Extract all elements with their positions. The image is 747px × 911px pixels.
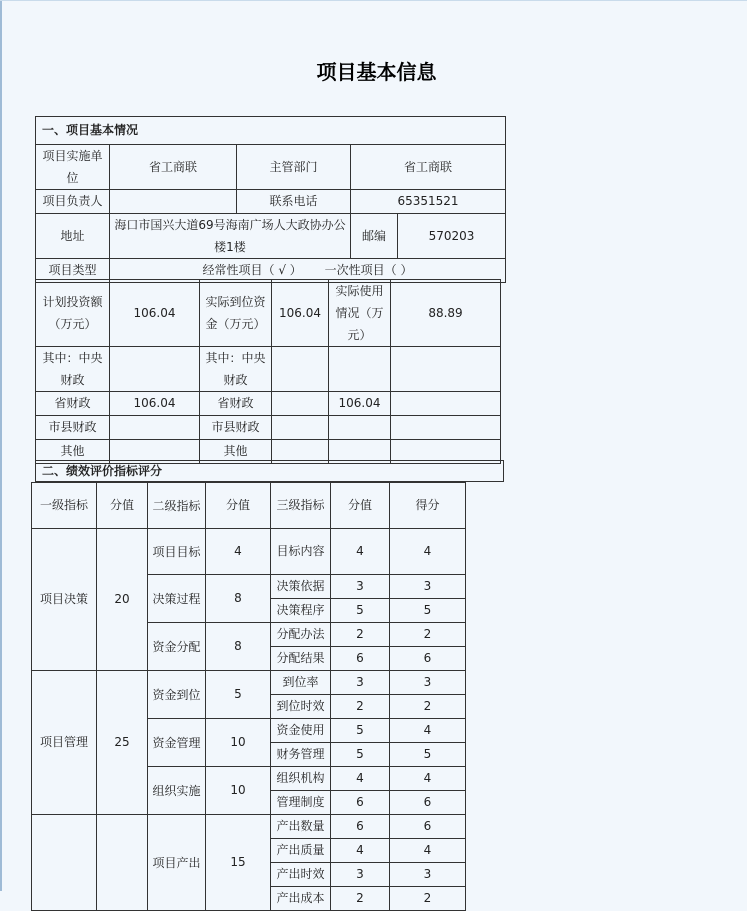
level3-indicator: 目标内容	[271, 529, 331, 575]
phone-label: 联系电话	[237, 190, 351, 214]
level3-indicator: 分配结果	[271, 647, 331, 671]
level3-indicator: 管理制度	[271, 791, 331, 815]
score-result: 2	[390, 623, 466, 647]
funds-row-value	[329, 347, 391, 392]
funds-row-label: 其中：中央财政	[200, 347, 272, 392]
level1-indicator	[32, 815, 97, 911]
score-result: 4	[390, 839, 466, 863]
dept-label: 主管部门	[237, 145, 351, 190]
used-funds-label: 实际使用情况（万元）	[329, 280, 391, 347]
level3-score: 5	[331, 743, 390, 767]
scoring-table	[31, 482, 466, 911]
section-heading-basic: 一、项目基本情况	[36, 117, 506, 145]
funds-row-value	[329, 416, 391, 440]
level2-score: 10	[206, 719, 271, 767]
funds-row-value: 106.04	[110, 392, 200, 416]
arrived-funds-label: 实际到位资金（万元）	[200, 280, 272, 347]
zip-value: 570203	[398, 214, 506, 259]
score-result: 3	[390, 671, 466, 695]
score-result: 2	[390, 887, 466, 911]
window-left-border	[0, 0, 2, 891]
phone-value: 65351521	[351, 190, 506, 214]
funds-row-value	[272, 416, 329, 440]
zip-label: 邮编	[351, 214, 398, 259]
score-result: 6	[390, 791, 466, 815]
funds-row-label: 省财政	[36, 392, 110, 416]
level3-indicator: 资金使用	[271, 719, 331, 743]
level3-score: 2	[331, 887, 390, 911]
score-result: 6	[390, 647, 466, 671]
level3-indicator: 组织机构	[271, 767, 331, 791]
funds-row-value	[110, 416, 200, 440]
funds-row-value	[110, 347, 200, 392]
address-label: 地址	[36, 214, 110, 259]
level3-score: 3	[331, 575, 390, 599]
level2-indicator: 决策过程	[148, 575, 206, 623]
level3-score: 4	[331, 529, 390, 575]
col-header: 三级指标	[271, 483, 331, 529]
plan-invest-label: 计划投资额（万元）	[36, 280, 110, 347]
level3-indicator: 决策程序	[271, 599, 331, 623]
score-result: 2	[390, 695, 466, 719]
level2-score: 4	[206, 529, 271, 575]
col-header: 分值	[97, 483, 148, 529]
level2-score: 15	[206, 815, 271, 911]
level3-indicator: 财务管理	[271, 743, 331, 767]
level3-indicator: 产出质量	[271, 839, 331, 863]
level1-score	[97, 815, 148, 911]
score-result: 4	[390, 719, 466, 743]
page-title: 项目基本信息	[316, 60, 437, 84]
level3-score: 3	[331, 863, 390, 887]
used-funds-value: 88.89	[391, 280, 501, 347]
col-header: 得分	[390, 483, 466, 529]
level3-score: 4	[331, 767, 390, 791]
level3-indicator: 到位率	[271, 671, 331, 695]
col-header: 分值	[331, 483, 390, 529]
level2-indicator: 项目目标	[148, 529, 206, 575]
funds-row-label: 其中：中央财政	[36, 347, 110, 392]
project-type-value: 经常性项目（ √ ） 一次性项目（ ）	[110, 259, 506, 283]
col-header: 一级指标	[32, 483, 97, 529]
owner-label: 项目负责人	[36, 190, 110, 214]
funds-row-value	[272, 347, 329, 392]
funds-row-empty	[391, 347, 501, 392]
arrived-funds-value: 106.04	[272, 280, 329, 347]
level3-score: 6	[331, 791, 390, 815]
score-result: 3	[390, 575, 466, 599]
funds-row-label: 市县财政	[36, 416, 110, 440]
level2-indicator: 项目产出	[148, 815, 206, 911]
window-top-border	[0, 0, 747, 1]
score-result: 3	[390, 863, 466, 887]
level2-score: 5	[206, 671, 271, 719]
level3-indicator: 分配办法	[271, 623, 331, 647]
funds-row-label: 市县财政	[200, 416, 272, 440]
funds-row-label: 其他	[36, 440, 110, 464]
funds-table	[35, 279, 501, 464]
level2-indicator: 资金分配	[148, 623, 206, 671]
score-result: 5	[390, 743, 466, 767]
funds-row-empty	[391, 416, 501, 440]
level3-score: 4	[331, 839, 390, 863]
level3-score: 2	[331, 695, 390, 719]
owner-value	[110, 190, 237, 214]
address-value: 海口市国兴大道69号海南广场人大政协办公楼1楼	[110, 214, 351, 259]
level3-indicator: 产出时效	[271, 863, 331, 887]
level1-score: 25	[97, 671, 148, 815]
level2-score: 10	[206, 767, 271, 815]
funds-row-value: 106.04	[329, 392, 391, 416]
level1-indicator: 项目管理	[32, 671, 97, 815]
funds-row-value	[272, 392, 329, 416]
level3-indicator: 到位时效	[271, 695, 331, 719]
score-result: 4	[390, 529, 466, 575]
project-type-label: 项目类型	[36, 259, 110, 283]
level2-indicator: 资金到位	[148, 671, 206, 719]
score-result: 6	[390, 815, 466, 839]
level1-indicator: 项目决策	[32, 529, 97, 671]
level3-score: 6	[331, 647, 390, 671]
impl-unit-label: 项目实施单位	[36, 145, 110, 190]
basic-info-table	[35, 116, 506, 283]
level3-score: 3	[331, 671, 390, 695]
col-header: 二级指标	[148, 483, 206, 529]
level1-score: 20	[97, 529, 148, 671]
funds-row-label: 其他	[200, 440, 272, 464]
score-result: 4	[390, 767, 466, 791]
impl-unit-value: 省工商联	[110, 145, 237, 190]
funds-row-label: 省财政	[200, 392, 272, 416]
level3-indicator: 产出成本	[271, 887, 331, 911]
level2-indicator: 资金管理	[148, 719, 206, 767]
dept-value: 省工商联	[351, 145, 506, 190]
section-heading-scoring: 二、绩效评价指标评分	[35, 460, 504, 482]
level3-indicator: 决策依据	[271, 575, 331, 599]
level2-indicator: 组织实施	[148, 767, 206, 815]
score-result: 5	[390, 599, 466, 623]
level3-score: 6	[331, 815, 390, 839]
level3-score: 2	[331, 623, 390, 647]
plan-invest-value: 106.04	[110, 280, 200, 347]
level3-score: 5	[331, 719, 390, 743]
funds-row-empty	[391, 392, 501, 416]
level2-score: 8	[206, 575, 271, 623]
level3-indicator: 产出数量	[271, 815, 331, 839]
col-header: 分值	[206, 483, 271, 529]
level2-score: 8	[206, 623, 271, 671]
level3-score: 5	[331, 599, 390, 623]
